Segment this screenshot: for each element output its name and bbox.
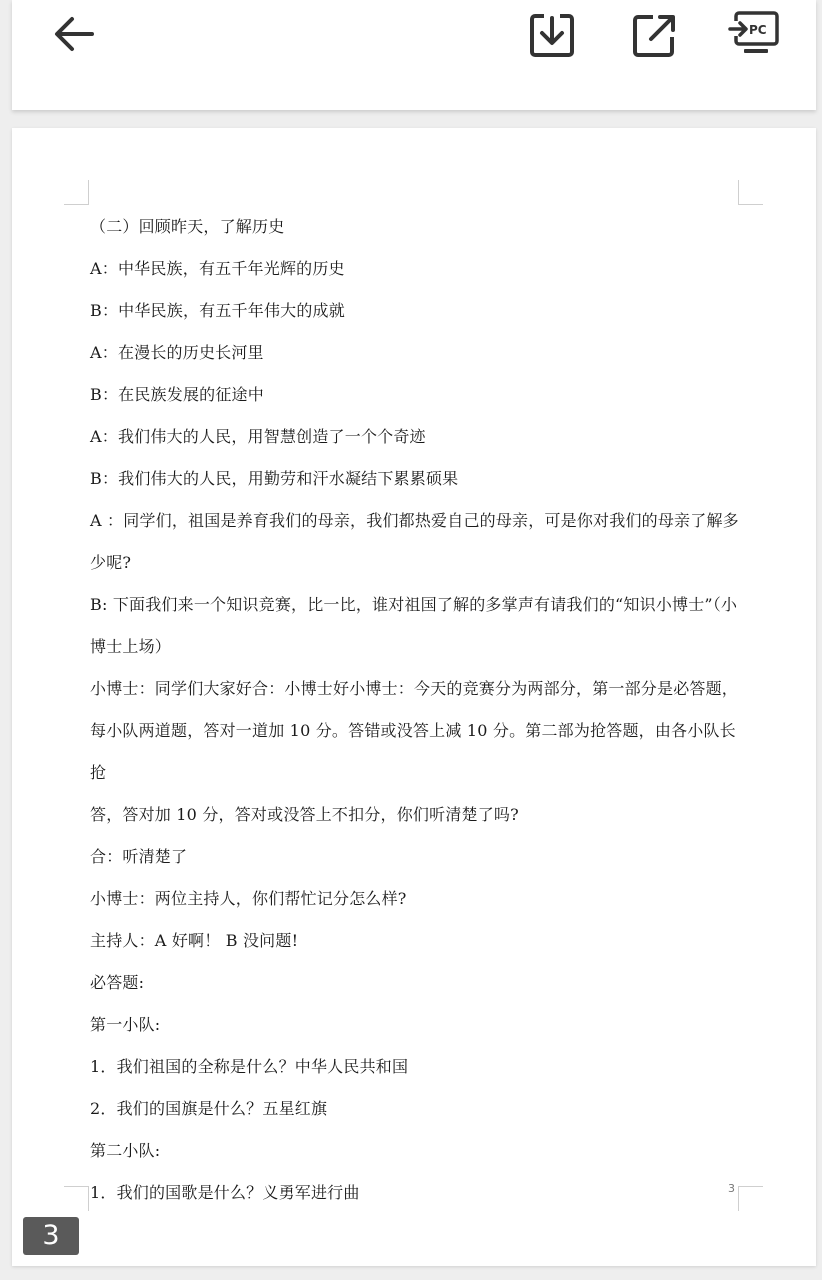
doc-line: B：在民族发展的征途中 (90, 385, 264, 404)
doc-line: 第一小队: (90, 1015, 161, 1034)
doc-line: 博士上场） (90, 637, 172, 656)
doc-line: B：我们伟大的人民，用勤劳和汗水凝结下累累硕果 (90, 469, 459, 488)
doc-line: A：我们伟大的人民，用智慧创造了一个个奇迹 (90, 427, 426, 446)
download-button[interactable] (524, 8, 580, 62)
current-page-indicator: 3 (23, 1217, 79, 1255)
doc-line: 主持人：A 好啊！ B 没问题! (90, 931, 299, 950)
doc-line: A ：同学们，祖国是养育我们的母亲，我们都热爱自己的母亲，可是你对我们的母亲了解多 (90, 511, 739, 530)
cast-to-pc-icon (728, 9, 780, 59)
share-button[interactable] (626, 8, 682, 62)
document-page (12, 128, 816, 1266)
top-toolbar (12, 0, 816, 110)
doc-line: 2．我们的国旗是什么？五星红旗 (90, 1099, 328, 1118)
doc-line: 少呢? (90, 553, 132, 572)
doc-line: 第二小队: (90, 1141, 161, 1160)
page-corner-mark (64, 180, 89, 205)
doc-line: 小博士：两位主持人，你们帮忙记分怎么样? (90, 889, 407, 908)
doc-line: B: 下面我们来一个知识竞赛，比一比，谁对祖国了解的多掌声有请我们的“知识小博士”（小 (90, 595, 738, 614)
doc-line: 答，答对加 10 分，答对或没答上不扣分，你们听清楚了吗? (90, 805, 519, 824)
page-corner-mark (64, 1186, 89, 1211)
download-icon (529, 12, 575, 58)
doc-line: 每小队两道题，答对一道加 10 分。答错或没答上减 10 分。第二部为抢答题，由各小队长抢 (90, 721, 736, 782)
doc-line: A：中华民族，有五千年光辉的历史 (90, 259, 345, 278)
doc-line: 1．我们祖国的全称是什么？中华人民共和国 (90, 1057, 409, 1076)
doc-line: A：在漫长的历史长河里 (90, 343, 264, 362)
page-number: 3 (728, 1182, 735, 1195)
doc-line: （二）回顾昨天，了解历史 (90, 217, 285, 236)
cast-to-pc-button[interactable] (724, 6, 784, 62)
doc-line: B：中华民族，有五千年伟大的成就 (90, 301, 345, 320)
doc-line: 必答题: (90, 973, 145, 992)
doc-line: 小博士：同学们大家好合：小博士好小博士：今天的竞赛分为两部分，第一部分是必答题， (90, 679, 739, 698)
doc-line: 合：听清楚了 (90, 847, 188, 866)
share-external-icon (631, 12, 677, 58)
doc-line: 1．我们的国歌是什么？义勇军进行曲 (90, 1183, 360, 1202)
page-corner-mark (738, 180, 763, 205)
document-body (90, 206, 744, 1214)
back-button[interactable] (46, 10, 102, 58)
back-arrow-icon (52, 14, 96, 54)
pc-label: PC (749, 23, 767, 37)
